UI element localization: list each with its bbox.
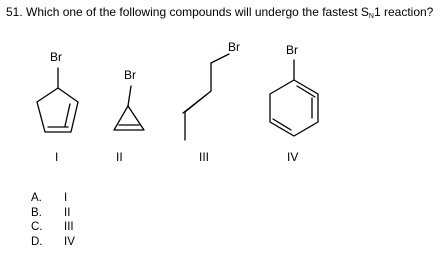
structure-3-label: III <box>199 150 210 164</box>
choice-value: III <box>64 221 74 233</box>
structure-2-substituent: Br <box>124 68 136 82</box>
structure-1-cyclopentene <box>37 68 78 132</box>
question-body: Which one of the following compounds will undergo the fastest S <box>26 5 369 19</box>
choice-b[interactable] <box>31 206 75 221</box>
structure-4-substituent: Br <box>286 43 298 57</box>
structure-3-substituent: Br <box>228 40 240 54</box>
choice-value: IV <box>64 235 75 248</box>
structure-4-label: IV <box>287 150 299 164</box>
choice-letter: A. <box>31 192 42 204</box>
structure-1-label: I <box>55 150 59 164</box>
question-number: 51. <box>6 5 23 19</box>
structure-3-allyl-chain <box>183 54 229 140</box>
question-subscript: N <box>368 13 374 20</box>
choice-a[interactable] <box>31 191 75 206</box>
answer-choices <box>31 191 75 249</box>
choice-letter: D. <box>31 235 43 248</box>
structure-1-substituent: Br <box>50 50 62 64</box>
choice-value: II <box>64 206 71 219</box>
choice-c[interactable] <box>31 220 75 235</box>
structure-2-cyclopropene <box>114 86 144 130</box>
question-tail: 1 reaction? <box>373 5 434 19</box>
choice-letter: B. <box>31 206 42 219</box>
choice-d[interactable] <box>31 235 75 250</box>
structure-4-benzene <box>270 60 318 136</box>
choice-value: I <box>64 192 68 204</box>
structure-2-label: II <box>116 150 123 164</box>
choice-letter: C. <box>31 221 43 233</box>
